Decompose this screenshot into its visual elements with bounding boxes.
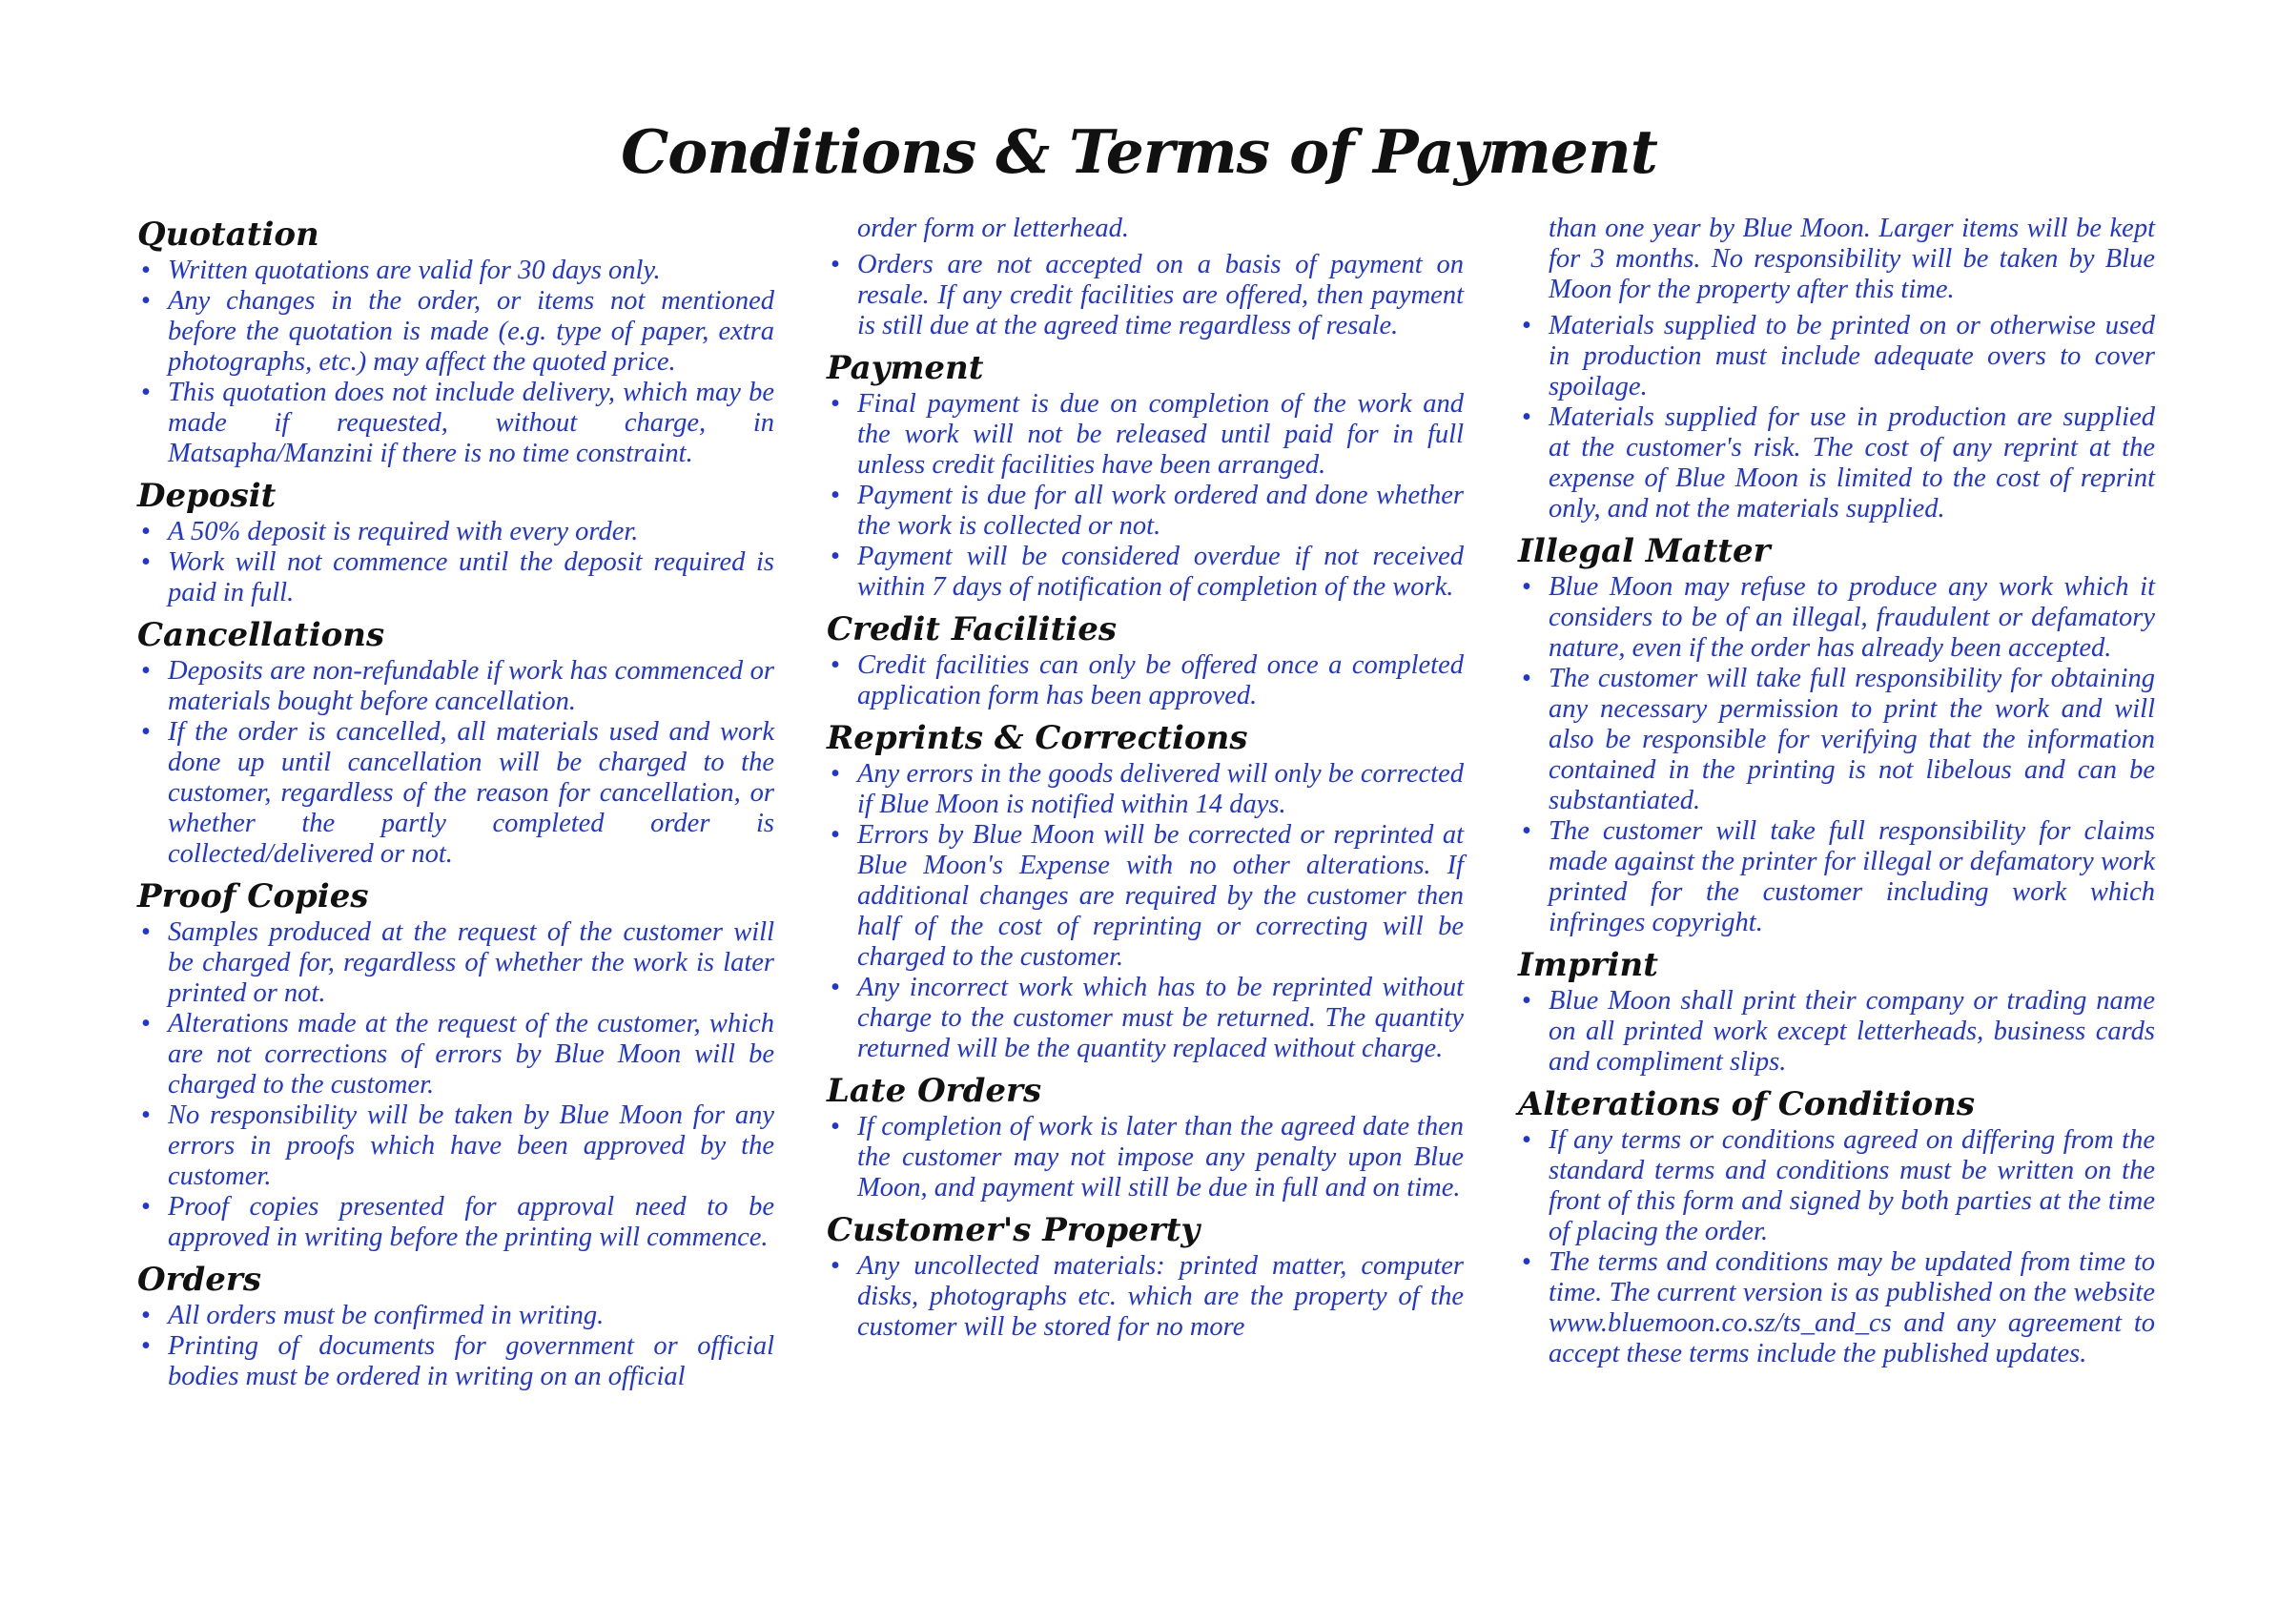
- list-item: • Errors by Blue Moon will be corrected or reprinted at Blue Moon's Expense with no other alterations. If additional changes are required by the customer then half of the cost of reprinting or correcting will be charged to the customer.: [827, 820, 1464, 973]
- list-item: • Printing of documents for government or official bodies must be ordered in writing on an official: [137, 1331, 774, 1392]
- section-heading-deposit: Deposit: [137, 477, 277, 515]
- list-item: • Alterations made at the request of the customer, which are not corrections of errors by Blue Moon will be charged to the customer.: [137, 1009, 774, 1100]
- section-heading-reprints-corrections: Reprints & Corrections: [827, 719, 1248, 757]
- section-heading-late-orders: Late Orders: [827, 1072, 1042, 1110]
- section-list-illegal-matter: [1518, 572, 2155, 938]
- section-heading-imprint: Imprint: [1518, 946, 1658, 984]
- list-item: • The customer will take full responsibility for claims made against the printer for illegal or defamatory work printed for the customer including work which infringes copyright.: [1518, 816, 2155, 938]
- list-item: • Deposits are non-refundable if work has commenced or materials bought before cancellation.: [137, 656, 774, 717]
- list-item: • The customer will take full responsibility for obtaining any necessary permission to print the work and will also be responsible for verifying that the information contained in the printing is not libelous and can be substantiated.: [1518, 664, 2155, 816]
- list-item: • Payment is due for all work ordered and done whether the work is collected or not.: [827, 481, 1464, 542]
- list-item: • Any uncollected materials: printed matter, computer disks, photographs etc. which are the property of the customer will be stored for no more: [827, 1251, 1464, 1343]
- section-list-orders-continued: [827, 250, 1464, 341]
- section-list-proof-copies: [137, 917, 774, 1253]
- column-3: [1518, 214, 2155, 1375]
- list-item: • Payment will be considered overdue if not received within 7 days of notification of completion of the work.: [827, 542, 1464, 603]
- section-list-deposit: [137, 517, 774, 608]
- section-list-alterations-of-conditions: [1518, 1125, 2155, 1369]
- list-item: • The terms and conditions may be updated from time to time. The current version is as published on the website www.bluemoon.co.sz/ts_and_cs and any agreement to accept these terms include the published updates.: [1518, 1247, 2155, 1369]
- list-item: • If the order is cancelled, all materials used and work done up until cancellation will be charged to the customer, regardless of the reason for cancellation, or whether the partly completed order is collected/delivered or not.: [137, 717, 774, 870]
- section-list-property-continued: [1518, 311, 2155, 524]
- list-item: • Written quotations are valid for 30 days only.: [137, 256, 774, 286]
- list-item: • Credit facilities can only be offered once a completed application form has been approved.: [827, 650, 1464, 711]
- continued-text: order form or letterhead.: [857, 214, 1129, 243]
- list-item: • All orders must be confirmed in writing.: [137, 1301, 774, 1331]
- list-item: • Materials supplied for use in production are supplied at the customer's risk. The cost of any reprint at the expense of Blue Moon is limited to the cost of reprint only, and not the materials supplied.: [1518, 402, 2155, 524]
- list-item: • Materials supplied to be printed on or otherwise used in production must include adequate overs to cover spoilage.: [1518, 311, 2155, 402]
- list-item: • This quotation does not include delivery, which may be made if requested, without charge, in Matsapha/Manzini if there is no time constraint.: [137, 378, 774, 469]
- section-heading-cancellations: Cancellations: [137, 616, 385, 654]
- section-heading-credit-facilities: Credit Facilities: [827, 610, 1117, 648]
- list-item: • Blue Moon may refuse to produce any work which it considers to be of an illegal, fraudulent or defamatory nature, even if the order has already been accepted.: [1518, 572, 2155, 664]
- list-item: • Any incorrect work which has to be reprinted without charge to the customer must be returned. The quantity returned will be the quantity replaced without charge.: [827, 973, 1464, 1064]
- list-item: • Proof copies presented for approval need to be approved in writing before the printing will commence.: [137, 1192, 774, 1253]
- section-heading-customers-property: Customer's Property: [827, 1211, 1201, 1249]
- list-item: • No responsibility will be taken by Blue Moon for any errors in proofs which have been approved by the customer.: [137, 1100, 774, 1192]
- section-list-quotation: [137, 256, 774, 469]
- list-item: • If any terms or conditions agreed on differing from the standard terms and conditions must be written on the front of this form and signed by both parties at the time of placing the order.: [1518, 1125, 2155, 1247]
- list-item: • Any changes in the order, or items not mentioned before the quotation is made (e.g. type of paper, extra photographs, etc.) may affect the quoted price.: [137, 286, 774, 378]
- section-list-orders: [137, 1301, 774, 1392]
- list-item: • If completion of work is later than the agreed date then the customer may not impose any penalty upon Blue Moon, and payment will still be due in full and on time.: [827, 1112, 1464, 1203]
- list-item: • A 50% deposit is required with every order.: [137, 517, 774, 547]
- section-list-late-orders: [827, 1112, 1464, 1203]
- list-item: • Final payment is due on completion of the work and the work will not be released until paid for in full unless credit facilities have been arranged.: [827, 389, 1464, 481]
- column-2: [827, 214, 1464, 1348]
- list-item: • Orders are not accepted on a basis of payment on resale. If any credit facilities are offered, then payment is still due at the agreed time regardless of resale.: [827, 250, 1464, 341]
- section-heading-proof-copies: Proof Copies: [137, 877, 369, 915]
- section-heading-illegal-matter: Illegal Matter: [1518, 532, 1771, 570]
- section-list-payment: [827, 389, 1464, 603]
- section-list-credit-facilities: [827, 650, 1464, 711]
- list-item: • Work will not commence until the deposit required is paid in full.: [137, 547, 774, 608]
- list-item: • Blue Moon shall print their company or trading name on all printed work except letterheads, business cards and compliment slips.: [1518, 986, 2155, 1078]
- section-list-cancellations: [137, 656, 774, 870]
- section-list-reprints-corrections: [827, 759, 1464, 1064]
- column-1: [137, 214, 774, 1398]
- list-item: • Any errors in the goods delivered will only be corrected if Blue Moon is notified within 14 days.: [827, 759, 1464, 820]
- continued-text: than one year by Blue Moon. Larger items will be kept for 3 months. No responsibility will be taken by Blue Moon for the property after this time.: [1549, 214, 2155, 304]
- page-title: Conditions & Terms of Payment: [621, 116, 1657, 187]
- section-heading-orders: Orders: [137, 1261, 261, 1299]
- section-heading-quotation: Quotation: [137, 216, 319, 254]
- list-item: • Samples produced at the request of the customer will be charged for, regardless of whether the work is later printed or not.: [137, 917, 774, 1009]
- section-list-customers-property: [827, 1251, 1464, 1343]
- section-heading-alterations-of-conditions: Alterations of Conditions: [1518, 1085, 1976, 1123]
- section-heading-payment: Payment: [827, 349, 984, 387]
- section-list-imprint: [1518, 986, 2155, 1078]
